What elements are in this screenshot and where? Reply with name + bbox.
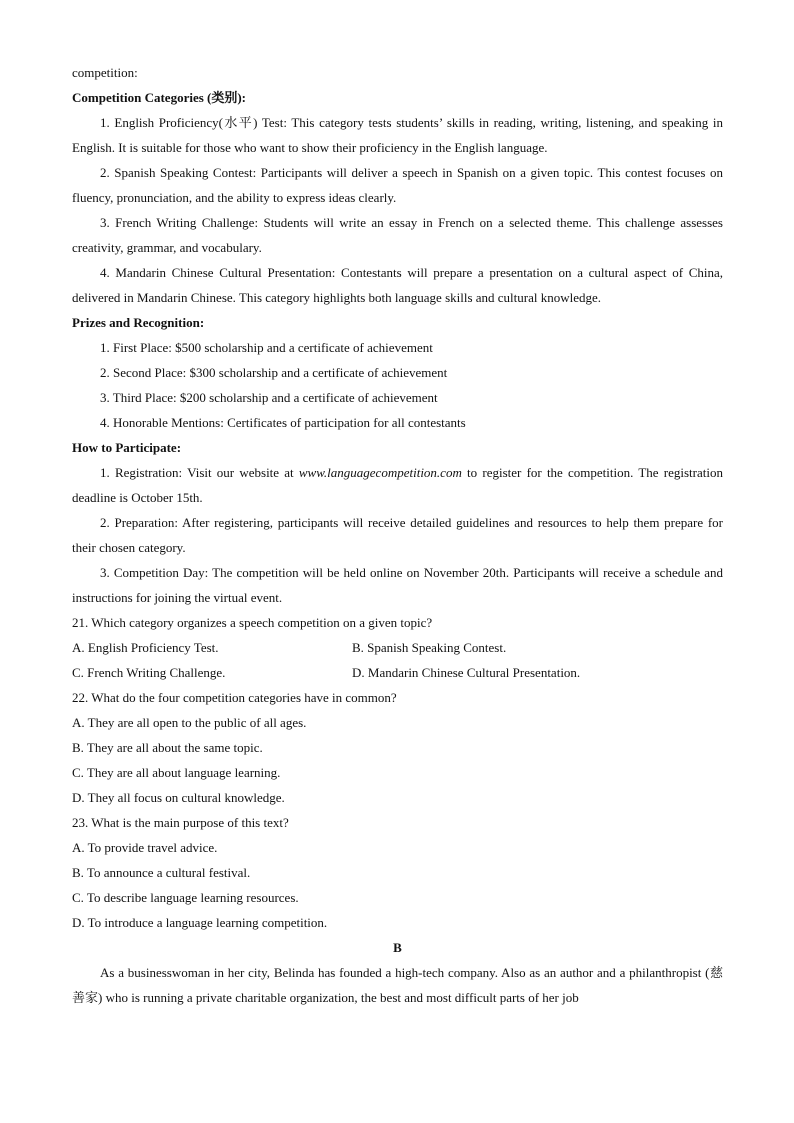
question-23-option-c: C. To describe language learning resources. [72,890,299,905]
categories-heading: Competition Categories (类别): [72,90,247,105]
prize-item-4: 4. Honorable Mentions: Certificates of participation for all contestants [100,415,466,430]
question-22-option-a: A. They are all open to the public of all ages. [72,715,307,730]
question-21-stem: 21. Which category organizes a speech competition on a given topic? [72,615,433,630]
section-b-paragraph: As a businesswoman in her city, Belinda has founded a high-tech company. Also as an author and a philanthropist (慈善家) who is running a private charitable organization, the best and most difficult parts of her job [72,965,723,1005]
section-b-label: B [393,940,402,955]
question-21-options-row-1 [72,635,723,660]
question-22-option-d: D. They all focus on cultural knowledge. [72,790,285,805]
question-21-option-a: A. English Proficiency Test. [72,640,219,655]
participate-item-1 [72,460,723,510]
question-21-options-row-2 [72,660,723,685]
question-23-option-a: A. To provide travel advice. [72,840,218,855]
participate-heading: How to Participate: [72,440,182,455]
question-23-option-b: B. To announce a cultural festival. [72,865,251,880]
competition-website-link[interactable]: www.languagecompetition.com [298,465,462,480]
category-item-3: 3. French Writing Challenge: Students will write an essay in French on a selected theme. This challenge assesses creativity, grammar, and vocabulary. [72,215,723,255]
prize-item-2: 2. Second Place: $300 scholarship and a certificate of achievement [100,365,448,380]
category-item-1: 1. English Proficiency(水平) Test: This category tests students’ skills in reading, writing, listening, and speaking in English. It is suitable for those who want to show their proficiency in the English language. [72,115,723,155]
lead-text: competition: [72,65,138,80]
prize-item-1: 1. First Place: $500 scholarship and a certificate of achievement [100,340,433,355]
question-22-option-b: B. They are all about the same topic. [72,740,263,755]
question-21-option-d: D. Mandarin Chinese Cultural Presentation. [352,665,581,680]
prizes-heading: Prizes and Recognition: [72,315,205,330]
question-22-stem: 22. What do the four competition categories have in common? [72,690,397,705]
participate-item-3: 3. Competition Day: The competition will be held online on November 20th. Participants will receive a schedule and instructions for joining the virtual event. [72,565,723,605]
question-21-option-b: B. Spanish Speaking Contest. [352,640,507,655]
question-21-option-c: C. French Writing Challenge. [72,665,226,680]
category-item-2: 2. Spanish Speaking Contest: Participants will deliver a speech in Spanish on a given topic. This contest focuses on fluency, pronunciation, and the ability to express ideas clearly. [72,165,723,205]
question-23-option-d: D. To introduce a language learning competition. [72,915,328,930]
registration-text-after: to register for the competition. The registration deadline is October 15th. [72,465,723,505]
document-body [72,60,723,1010]
registration-text-before: 1. Registration: Visit our website at [100,465,299,480]
prize-item-3: 3. Third Place: $200 scholarship and a certificate of achievement [100,390,438,405]
participate-item-2: 2. Preparation: After registering, participants will receive detailed guidelines and resources to help them prepare for their chosen category. [72,515,723,555]
category-item-4: 4. Mandarin Chinese Cultural Presentation: Contestants will prepare a presentation on a cultural aspect of China, delivered in Mandarin Chinese. This category highlights both language skills and cultural knowledge. [72,265,723,305]
question-23-stem: 23. What is the main purpose of this text? [72,815,289,830]
question-22-option-c: C. They are all about language learning. [72,765,281,780]
